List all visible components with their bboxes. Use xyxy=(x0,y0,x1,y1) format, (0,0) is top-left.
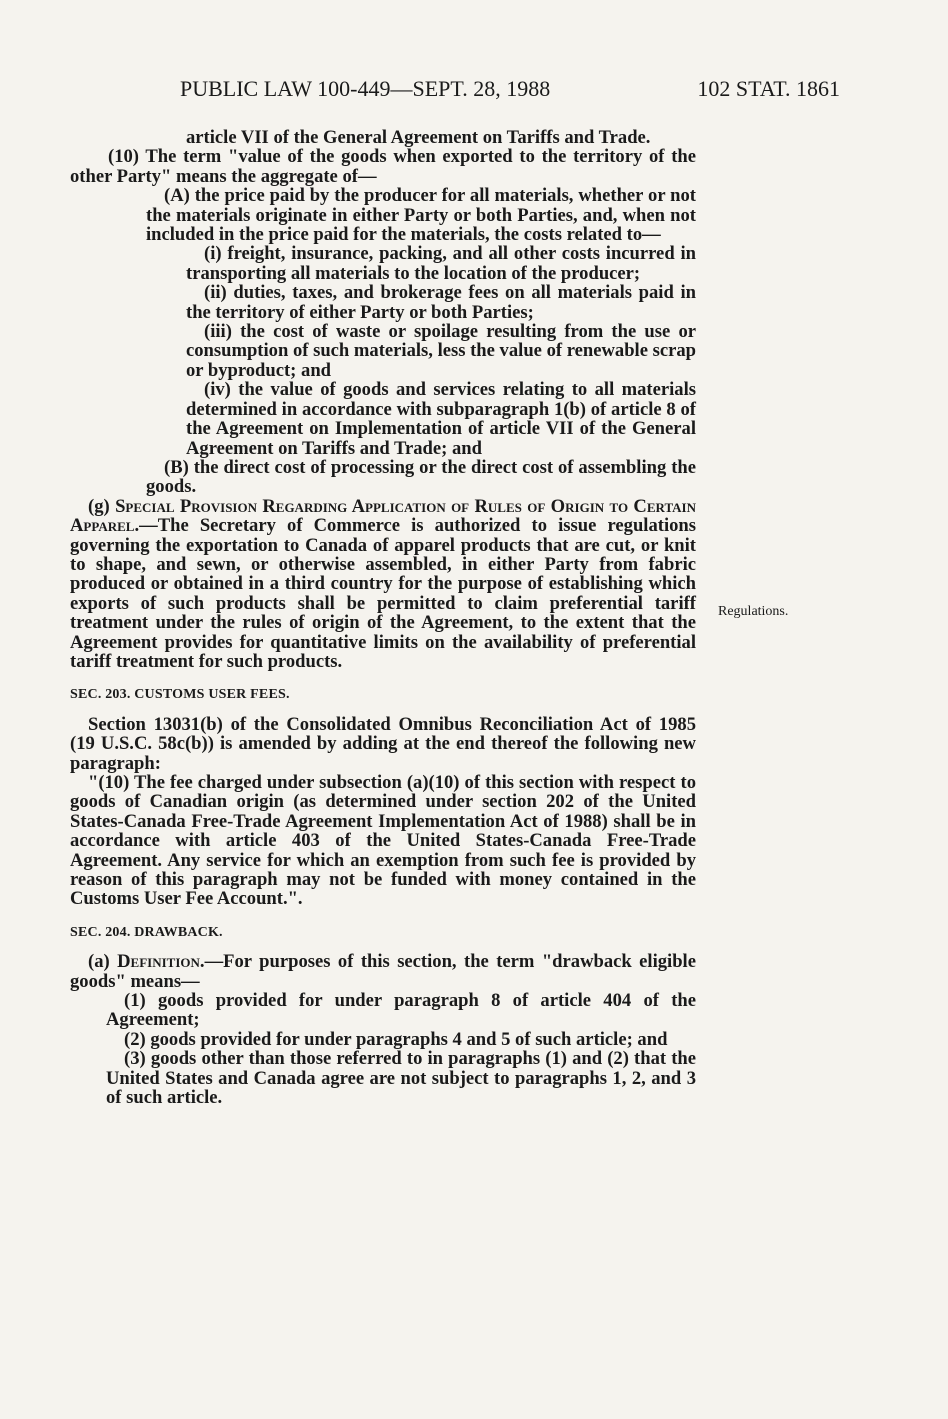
subsection-g-heading: Special Provision Regarding Application of Rules of Origin to Certain Apparel. xyxy=(70,495,696,537)
subsection-g-text: —The Secretary of Commerce is authorized to issue regulations governing the exportation to Canada of apparel products that are cut, or knit to shape, and sewn, or otherwise assembled, in either Party from fabric produced or obtained in a third country for the purpose of establishing which exports of such products shall be permitted to claim preferential tariff treatment under the rules of origin of the Agreement, to the extent that the Agreement provides for quantitative limits on the availability of preferential tariff treatment for such products. xyxy=(70,515,696,672)
subsection-g-label: (g) xyxy=(88,495,110,517)
document-body xyxy=(70,128,696,1108)
header-public-law: PUBLIC LAW 100-449—SEPT. 28, 1988 xyxy=(180,76,551,101)
subparagraph-A: (A) the price paid by the producer for all materials, whether or not the materials originate in either Party or both Parties, and, when not included in the price paid for the materials, the costs related to— xyxy=(146,185,696,246)
section-204-heading: SEC. 204. DRAWBACK. xyxy=(70,924,223,940)
clause-ii: (ii) duties, taxes, and brokerage fees on all materials paid in the territory of either Party or both Parties; xyxy=(186,282,696,323)
paragraph-continuation: article VII of the General Agreement on Tariffs and Trade. xyxy=(186,127,651,148)
drawback-item-1: (1) goods provided for under paragraph 8 of article 404 of the Agreement; xyxy=(106,990,696,1031)
section-203-intro: Section 13031(b) of the Consolidated Omnibus Reconciliation Act of 1985 (19 U.S.C. 58c(b)) is amended by adding at the end thereof the following new paragraph: xyxy=(70,713,696,774)
paragraph-10-value-definition: (10) The term "value of the goods when exported to the territory of the other Party" means the aggregate of— xyxy=(70,146,696,187)
subsection-a-heading: Definition. xyxy=(117,951,205,973)
clause-iii: (iii) the cost of waste or spoilage resulting from the use or consumption of such materials, less the value of renewable scrap or byproduct; and xyxy=(186,321,696,381)
drawback-item-2: (2) goods provided for under paragraphs 4 and 5 of such article; and xyxy=(124,1028,668,1050)
header-stat-page: 102 STAT. 1861 xyxy=(697,76,840,101)
subsection-a-label: (a) xyxy=(88,951,110,973)
clause-i: (i) freight, insurance, packing, and all other costs incurred in transporting all materials to the location of the producer; xyxy=(186,243,696,284)
clause-iv: (iv) the value of goods and services relating to all materials determined in accordance with subparagraph 1(b) of article 8 of the Agreement on Implementation of article VII of the General Agreement on Tariffs and Trade; and xyxy=(186,379,696,459)
subsection-a-text: —For purposes of this section, the term "drawback eligible goods" means— xyxy=(70,951,696,992)
margin-note-regulations: Regulations. xyxy=(718,604,789,619)
subsection-g xyxy=(70,497,696,672)
subparagraph-B: (B) the direct cost of processing or the direct cost of assembling the goods. xyxy=(146,456,696,498)
section-203-paragraph-10: "(10) The fee charged under subsection (a)(10) of this section with respect to goods of Canadian origin (as determined under section 202 of the United States-Canada Free-Trade Agreement Implementation Act of 1988) shall be in accordance with article 403 of the United States-Canada Free-Trade Agreement. Any service for which an exemption from such fee is provided by reason of this paragraph may not be funded with money contained in the Customs User Fee Account.". xyxy=(70,772,696,910)
drawback-item-3: (3) goods other than those referred to in paragraphs (1) and (2) that the United States and Canada agree are not subject to paragraphs 1, 2, and 3 of such article. xyxy=(106,1048,696,1109)
section-203-heading: SEC. 203. CUSTOMS USER FEES. xyxy=(70,687,290,703)
page-header xyxy=(180,76,840,106)
subsection-a-definition xyxy=(70,952,696,991)
